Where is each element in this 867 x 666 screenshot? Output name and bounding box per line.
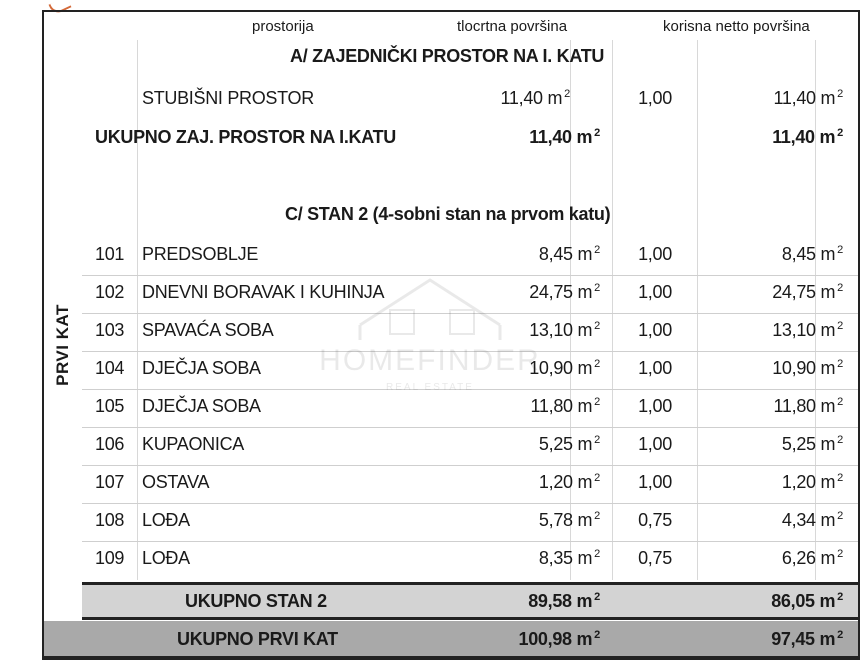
- section-a-title: A/ ZAJEDNIČKI PROSTOR NA I. KATU: [290, 46, 605, 66]
- subtotal-label: UKUPNO STAN 2: [185, 591, 327, 611]
- coefficient-value: 1,00: [638, 396, 672, 416]
- coefficient-value: 1,00: [638, 282, 672, 302]
- net-area-value: 1,20 m $^2$: [781, 472, 843, 492]
- net-area-value: 11,80 m $^2$: [773, 396, 843, 416]
- coefficient-value: 1,00: [638, 358, 672, 378]
- coefficient-value: 0,75: [638, 510, 672, 530]
- row-divider: [82, 351, 858, 352]
- room-name: LOĐA: [142, 510, 190, 530]
- room-name: DJEČJA SOBA: [142, 358, 261, 378]
- header-floor-area: tlocrtna površina: [457, 18, 568, 35]
- section-c-title: C/ STAN 2 (4-sobni stan na prvom katu): [285, 204, 611, 224]
- room-number: 104: [95, 358, 125, 378]
- floor-side-label: PRVI KAT: [53, 304, 72, 386]
- floor-area-value: 24,75 m $^2$: [529, 282, 600, 302]
- floor-area-value: 8,35 m $^2$: [538, 548, 600, 568]
- net-area-value: 10,90 m $^2$: [772, 358, 843, 378]
- grid-line: [137, 40, 138, 580]
- row-divider: [82, 275, 858, 276]
- floor-total-area: 100,98 m $^2$: [518, 629, 600, 649]
- coefficient-value: 1,00: [638, 88, 672, 108]
- net-area-value: 13,10 m $^2$: [772, 320, 843, 340]
- room-number: 105: [95, 396, 125, 416]
- coefficient-value: 1,00: [638, 244, 672, 264]
- subtotal-net: 86,05 m $^2$: [771, 591, 843, 611]
- net-area-value: 11,40 m $^2$: [773, 88, 843, 108]
- room-number: 101: [95, 244, 125, 264]
- floor-area-value: 10,90 m $^2$: [529, 358, 600, 378]
- net-area-value: 24,75 m $^2$: [772, 282, 843, 302]
- row-divider: [82, 503, 858, 504]
- grid-line: [815, 40, 816, 580]
- row-divider: [82, 541, 858, 542]
- room-name: SPAVAĆA SOBA: [142, 320, 274, 340]
- grid-line: [570, 40, 571, 580]
- room-name: DJEČJA SOBA: [142, 396, 261, 416]
- row-divider: [82, 313, 858, 314]
- coefficient-value: 0,75: [638, 548, 672, 568]
- net-area-value: 8,45 m $^2$: [781, 244, 843, 264]
- header-room: prostorija: [252, 18, 314, 35]
- room-number: 102: [95, 282, 125, 302]
- floor-area-value: 11,40 m $^2$: [500, 88, 570, 108]
- coefficient-value: 1,00: [638, 434, 672, 454]
- net-area-value: 6,26 m $^2$: [781, 548, 843, 568]
- coefficient-value: 1,00: [638, 320, 672, 340]
- room-number: 103: [95, 320, 125, 340]
- row-divider: [82, 465, 858, 466]
- net-area-value: 4,34 m $^2$: [781, 510, 843, 530]
- row-divider: [82, 427, 858, 428]
- section-a-total-area: 11,40 m $^2$: [529, 127, 600, 147]
- room-name: STUBIŠNI PROSTOR: [142, 88, 314, 108]
- room-number: 106: [95, 434, 125, 454]
- floor-total-net: 97,45 m $^2$: [771, 629, 843, 649]
- grid-line: [612, 40, 613, 580]
- room-name: KUPAONICA: [142, 434, 244, 454]
- section-a-total-net: 11,40 m $^2$: [772, 127, 843, 147]
- room-number: 109: [95, 548, 125, 568]
- floor-total-label: UKUPNO PRVI KAT: [177, 629, 338, 649]
- svg-text:REAL ESTATE: REAL ESTATE: [386, 382, 474, 393]
- grid-line: [697, 40, 698, 580]
- svg-text:HOMEFINDER: HOMEFINDER: [319, 344, 541, 377]
- room-name: DNEVNI BORAVAK I KUHINJA: [142, 282, 385, 302]
- row-divider: [82, 389, 858, 390]
- room-name: LOĐA: [142, 548, 190, 568]
- header-net-area: korisna netto površina: [663, 18, 810, 35]
- net-area-value: 5,25 m $^2$: [781, 434, 843, 454]
- coefficient-value: 1,00: [638, 472, 672, 492]
- floor-area-value: 1,20 m $^2$: [538, 472, 600, 492]
- floor-area-value: 11,80 m $^2$: [530, 396, 600, 416]
- section-a-total-label: UKUPNO ZAJ. PROSTOR NA I.KATU: [95, 127, 396, 147]
- room-name: OSTAVA: [142, 472, 210, 492]
- room-number: 108: [95, 510, 125, 530]
- subtotal-area: 89,58 m $^2$: [528, 591, 600, 611]
- room-name: PREDSOBLJE: [142, 244, 259, 264]
- floor-area-value: 8,45 m $^2$: [538, 244, 600, 264]
- floor-area-value: 5,25 m $^2$: [538, 434, 600, 454]
- room-number: 107: [95, 472, 125, 492]
- floor-area-value: 13,10 m $^2$: [529, 320, 600, 340]
- floor-area-value: 5,78 m $^2$: [538, 510, 600, 530]
